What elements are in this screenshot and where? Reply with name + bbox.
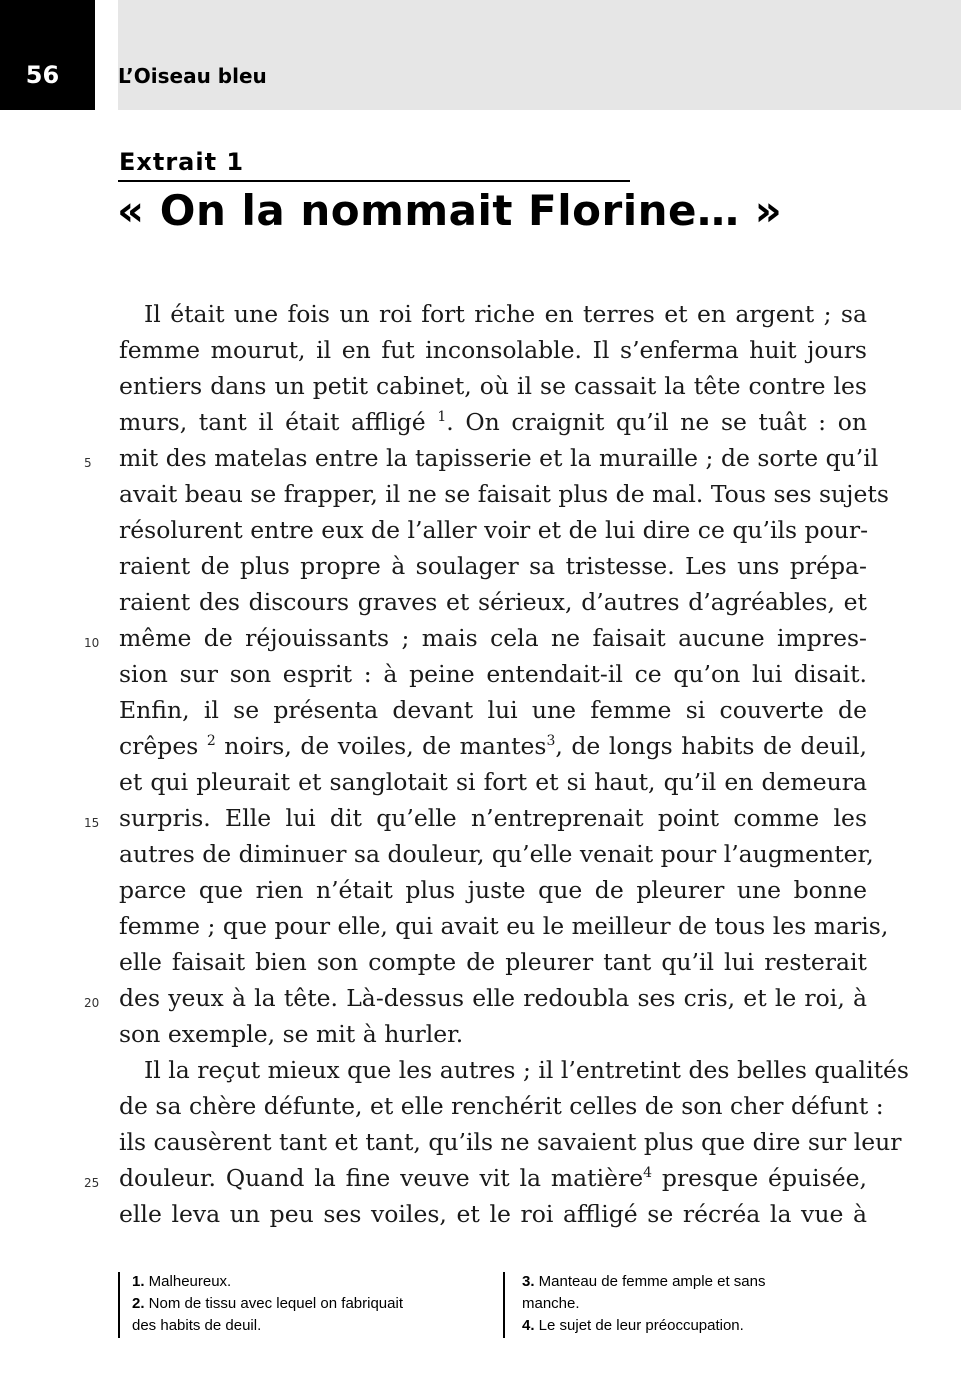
note-ref: 4 <box>643 1165 653 1181</box>
line-number: 25 <box>84 1176 100 1190</box>
text-line: et qui pleurait et sanglotait si fort et si haut, qu’il en demeura <box>119 768 867 796</box>
footnote: des habits de deuil. <box>132 1317 262 1334</box>
line-number: 15 <box>84 816 100 830</box>
line-number: 20 <box>84 996 100 1010</box>
text-line: même de réjouissants ; mais cela ne faisait aucune impres- <box>119 624 867 652</box>
text-line: parce que rien n’était plus juste que de pleurer une bonne <box>119 876 867 904</box>
footnote: 3. Manteau de femme ample et sans <box>522 1273 766 1290</box>
text-line: surpris. Elle lui dit qu’elle n’entreprenait point comme les <box>119 804 867 832</box>
footnote-divider <box>503 1272 505 1338</box>
footnote: 1. Malheureux. <box>132 1273 232 1290</box>
text-line: murs, tant il était affligé $^1$. On craignit qu’il ne se tuât : on <box>119 408 867 436</box>
text-line: elle leva un peu ses voiles, et le roi affligé se récréa la vue à <box>119 1200 867 1228</box>
footnote: 4. Le sujet de leur préoccupation. <box>522 1317 744 1334</box>
text-line: des yeux à la tête. Là-dessus elle redoubla ses cris, et le roi, à <box>119 984 867 1012</box>
text-line: raient de plus propre à soulager sa tristesse. Les uns prépa- <box>119 552 867 580</box>
note-ref: 2 <box>206 733 216 749</box>
page-number: 56 <box>0 0 95 110</box>
text-line: autres de diminuer sa douleur, qu’elle venait pour l’augmenter, <box>119 840 874 868</box>
running-header-band <box>118 0 961 110</box>
text-line: femme mourut, il en fut inconsolable. Il s’enferma huit jours <box>119 336 867 364</box>
text-line: résolurent entre eux de l’aller voir et de lui dire ce qu’ils pour- <box>119 516 869 544</box>
note-ref: 1 <box>437 409 447 425</box>
footnote: 2. Nom de tissu avec lequel on fabriquait <box>132 1295 403 1312</box>
text-line: avait beau se frapper, il ne se faisait plus de mal. Tous ses sujets <box>119 480 889 508</box>
text-line: crêpes $^2$ noirs, de voiles, de mantes$^3$, de longs habits de deuil, <box>119 732 868 760</box>
heading-rule <box>118 180 630 182</box>
footnote-divider <box>118 1272 120 1338</box>
line-number: 5 <box>84 456 92 470</box>
text-line: mit des matelas entre la tapisserie et la muraille ; de sorte qu’il <box>119 444 879 472</box>
text-line: douleur. Quand la fine veuve vit la matière$^4$ presque épuisée, <box>119 1164 867 1192</box>
text-line: son exemple, se mit à hurler. <box>119 1020 464 1048</box>
text-line: ils causèrent tant et tant, qu’ils ne savaient plus que dire sur leur <box>119 1128 902 1156</box>
footnote: manche. <box>522 1295 580 1312</box>
text-line: Il la reçut mieux que les autres ; il l’entretint des belles qualités <box>144 1056 909 1084</box>
text-line: elle faisait bien son compte de pleurer tant qu’il lui resterait <box>119 948 867 976</box>
text-line: Il était une fois un roi fort riche en terres et en argent ; sa <box>144 300 867 328</box>
extract-label: Extrait 1 <box>119 148 245 176</box>
footnotes-right <box>522 1271 882 1337</box>
text-line: raient des discours graves et sérieux, d’autres d’agréables, et <box>119 588 867 616</box>
book-title: L’Oiseau bleu <box>118 64 267 88</box>
text-line: femme ; que pour elle, qui avait eu le meilleur de tous les maris, <box>119 912 889 940</box>
text-line: de sa chère défunte, et elle renchérit celles de son cher défunt : <box>119 1092 884 1120</box>
footnotes-left <box>132 1271 492 1337</box>
note-ref: 3 <box>546 733 556 749</box>
text-line: entiers dans un petit cabinet, où il se cassait la tête contre les <box>119 372 867 400</box>
extract-title: « On la nommait Florine… » <box>117 186 783 235</box>
line-number: 10 <box>84 636 100 650</box>
text-line: Enfin, il se présenta devant lui une femme si couverte de <box>119 696 867 724</box>
text-line: sion sur son esprit : à peine entendait-il ce qu’on lui disait. <box>119 660 867 688</box>
